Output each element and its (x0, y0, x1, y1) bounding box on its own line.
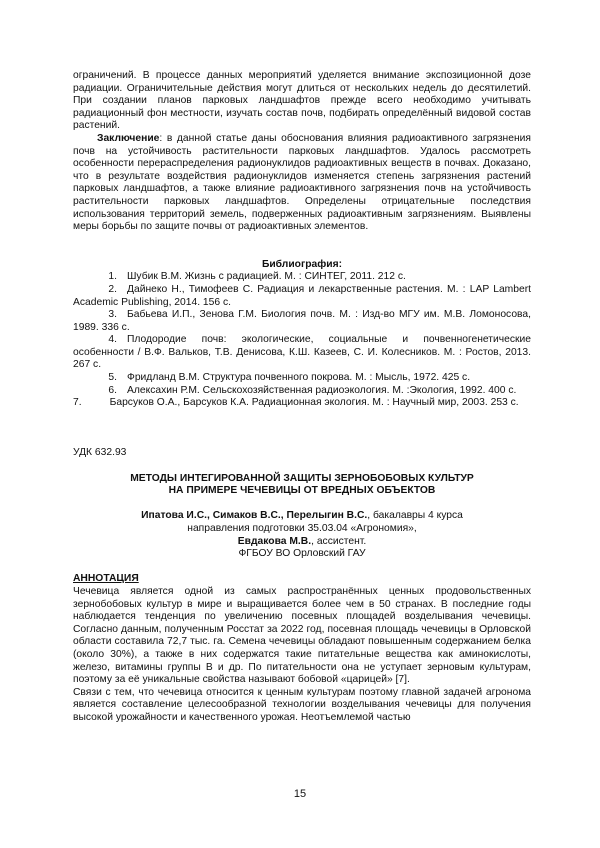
abstract-heading: АННОТАЦИЯ (73, 573, 139, 585)
bibliography-item-text: Фридланд В.М. Структура почвенного покрова. М. : Мысль, 1972. 425 с. (127, 372, 471, 384)
abstract-paragraph-1: Чечевица является одной из самых распространённых ценных продовольственных зернобобовых культур в мире и выращивается более чем в 50 странах. В последние годы наблюдается тенденция по увеличению посевных площадей возделывания чечевицы. Согласно данным, полученным Росстат за 2022 год, посевная площадь чечевицы в Орловской области составила 72,7 тыс. га. Семена чечевицы обладают повышенным содержанием белка (около 30%), а также в них содержатся такие питательные вещества как аминокислоты, железо, витамины группы В и др. По питательности она не уступает зерновым культурам, поэтому за её уникальные свойства называют бобовой «царицей» [7]. (73, 585, 531, 686)
bibliography-item-number: 7. (73, 397, 82, 409)
bibliography-item-text: Бабьева И.П., Зенова Г.М. Биология почв. М. : Изд-во МГУ им. М.В. Ломоносова, 1989. 336 с. (73, 309, 531, 333)
bibliography-item-text: Шубик В.М. Жизнь с радиацией. М. : СИНТЕГ, 2011. 212 с. (127, 271, 406, 283)
bibliography-item (73, 372, 531, 385)
bibliography-item (73, 309, 531, 334)
article-title-line-1: МЕТОДЫ ИНТЕГИРОВАННОЙ ЗАЩИТЫ ЗЕРНОБОБОВЫХ КУЛЬТУР (130, 472, 474, 484)
bibliography-item-number: 5. (108, 372, 117, 384)
bibliography-list (73, 271, 531, 410)
bibliography-item (73, 271, 531, 284)
conclusion-paragraph (73, 133, 531, 234)
bibliography-title: Библиография: (261, 258, 343, 270)
supervisor-line (73, 536, 531, 549)
abstract-paragraph-2: Связи с тем, что чечевица относится к ценным культурам поэтому главной задачей агронома является составление целесообразной технологии возделывания чечевицы для получения высокой урожайности и качественного урожая. Неотъемлемой частью (73, 686, 531, 723)
bibliography-item (73, 284, 531, 309)
authors-direction: направления подготовки 35.03.04 «Агрономия», (187, 523, 417, 534)
bibliography-item-number: 3. (108, 309, 117, 321)
authors-names: Ипатова И.С., Симаков В.С., Перелыгин В.С. (141, 510, 368, 522)
authors-role: , бакалавры 4 курса (367, 510, 463, 522)
bibliography-item-number: 2. (108, 283, 117, 295)
page-body (73, 70, 531, 725)
udk-code: УДК 632.93 (73, 447, 127, 459)
bibliography-item-text: Алексахин Р.М. Сельскохозяйственная радиоэкология. М. :Экология, 1992. 400 с. (127, 384, 517, 396)
page-number: 15 (293, 788, 307, 800)
bibliography-item-text: Дайнеко Н., Тимофеев С. Радиация и лекарственные растения. М. : LAP Lambert Academic Publishing, 2014. 156 с. (73, 283, 531, 308)
bibliography-item-number: 4. (108, 334, 117, 346)
bibliography-item-text: Барсуков О.А., Барсуков К.А. Радиационная экология. М. : Научный мир, 2003. 253 с. (109, 397, 519, 409)
bibliography-item-number: 6. (108, 384, 117, 396)
supervisor-name: Евдакова М.В. (237, 535, 312, 547)
authors-line (73, 510, 531, 523)
bibliography-item-text: Плодородие почв: экологические, социальные и почвенногенетические особенности / В.Ф. Вальков, Т.В. Денисова, К.Ш. Казеев, С. И. Колесников. М. : Ростов, 2013. 267 с. (73, 334, 531, 371)
bibliography-item (73, 334, 531, 372)
article-title-line-2: НА ПРИМЕРЕ ЧЕЧЕВИЦЫ ОТ ВРЕДНЫХ ОБЪЕКТОВ (168, 485, 436, 497)
organization: ФГБОУ ВО Орловский ГАУ (238, 548, 366, 560)
supervisor-role: , ассистент. (311, 535, 367, 547)
conclusion-text: : в данной статье даны обоснования влияния радиоактивного загрязнения почв на устойчивость растительности парковых ландшафтов. Удалось рассмотреть особенности перераспределения радионуклидов радиоактивных веществ в почвах. Доказано, что в результате воздействия радионуклидов изменяется степень загрязнения растений парковых ландшафтов, а также влияние радиоактивного загрязнения почв на устойчивость растительности парковых ландшафтов. Определены отрицательные последствия использования территорий земель, подверженных радиоактивным загрязнениям. Выявлены меры борьбы по защите почвы от радиоактивных элементов. (73, 132, 531, 233)
bibliography-item (73, 385, 531, 398)
bibliography-item (73, 397, 531, 410)
conclusion-label: Заключение (97, 132, 160, 144)
bibliography-item-number: 1. (108, 271, 117, 283)
authors-block (73, 510, 531, 560)
intro-paragraph: ограничений. В процессе данных мероприятий уделяется внимание экспозиционной дозе радиации. Ограничительные действия могут длиться от нескольких недель до десятилетий. При создании планов парковых ландшафтов прежде всего необходимо учитывать радиационный фон местности, изучать состав почв, подбирать определённый видовой состав растений. (73, 70, 531, 132)
